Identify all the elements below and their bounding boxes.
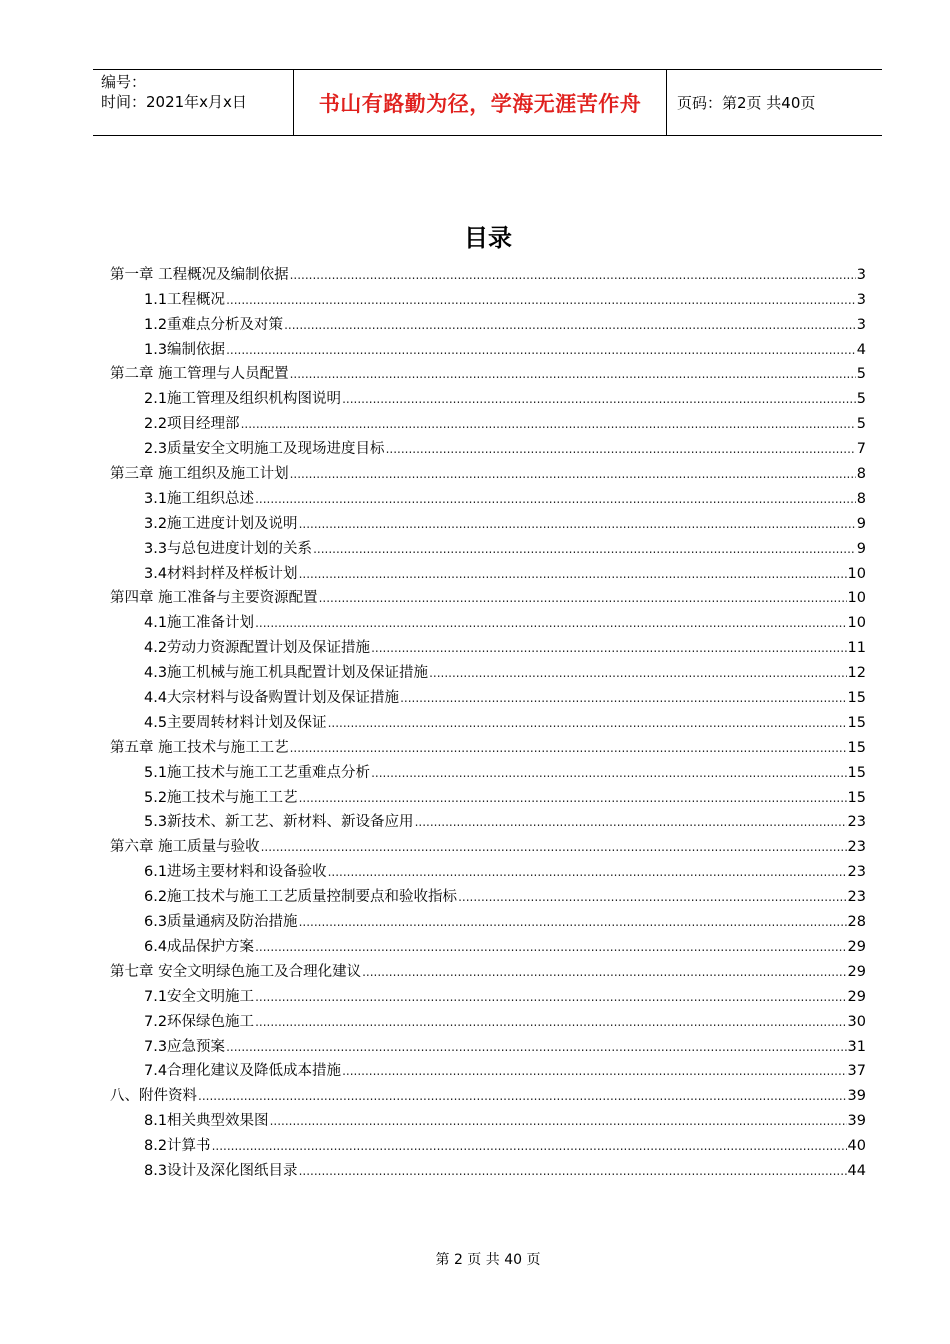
toc-entry-page: 44	[847, 1162, 866, 1179]
toc-entry[interactable]	[110, 757, 866, 782]
toc-entry-label: 7.2环保绿色施工	[144, 1013, 255, 1030]
toc-entry-label: 2.1施工管理及组织机构图说明	[144, 391, 342, 408]
motto-text: 书山有路勤为径，学海无涯苦作舟	[318, 91, 642, 116]
toc-entry-label: 8.2计算书	[144, 1138, 211, 1155]
toc-leader-dots	[198, 1087, 847, 1105]
toc-entry[interactable]	[110, 956, 866, 981]
toc-leader-dots	[371, 764, 846, 782]
toc-entry-page: 15	[847, 690, 866, 707]
toc-entry[interactable]	[110, 1080, 866, 1105]
toc-leader-dots	[226, 291, 856, 309]
toc-entry-label: 3.2施工进度计划及说明	[144, 515, 298, 532]
toc-entry[interactable]	[110, 931, 866, 956]
toc-entry-label: 第五章 施工技术与施工工艺	[110, 739, 289, 756]
toc-entry[interactable]	[110, 508, 866, 533]
toc-leader-dots	[255, 490, 856, 508]
toc-leader-dots	[261, 838, 847, 856]
toc-entry-label: 6.3质量通病及防治措施	[144, 914, 298, 931]
toc-entry-page: 23	[847, 839, 866, 856]
toc-entry[interactable]	[110, 607, 866, 632]
toc-entry-label: 第三章 施工组织及施工计划	[110, 466, 289, 483]
toc-entry-label: 3.3与总包进度计划的关系	[144, 540, 313, 557]
page-info-text: 页码：第2页 共40页	[677, 94, 816, 112]
toc-entry-label: 第二章 施工管理与人员配置	[110, 366, 289, 383]
toc-leader-dots	[226, 341, 856, 359]
toc-entry[interactable]	[110, 682, 866, 707]
toc-entry[interactable]	[110, 284, 866, 309]
toc-entry-page: 23	[847, 889, 866, 906]
toc-entry-label: 4.4大宗材料与设备购置计划及保证措施	[144, 690, 400, 707]
toc-leader-dots	[284, 316, 856, 334]
toc-entry-label: 5.1施工技术与施工工艺重难点分析	[144, 764, 371, 781]
toc-leader-dots	[319, 589, 847, 607]
toc-entry[interactable]	[110, 359, 866, 384]
toc-entry[interactable]	[110, 458, 866, 483]
toc-entry-label: 7.1安全文明施工	[144, 988, 255, 1005]
toc-entry-page: 30	[847, 1013, 866, 1030]
toc-entry-page: 29	[847, 988, 866, 1005]
toc-entry-page: 10	[847, 615, 866, 632]
toc-entry[interactable]	[110, 383, 866, 408]
toc-entry[interactable]	[110, 583, 866, 608]
toc-entry-page: 29	[847, 963, 866, 980]
toc-entry-label: 5.2施工技术与施工工艺	[144, 789, 298, 806]
toc-entry[interactable]	[110, 881, 866, 906]
toc-entry[interactable]	[110, 632, 866, 657]
toc-entry[interactable]	[110, 483, 866, 508]
toc-entry-label: 2.3质量安全文明施工及现场进度目标	[144, 441, 385, 458]
toc-entry-label: 2.2项目经理部	[144, 416, 240, 433]
toc-entry-page: 15	[847, 764, 866, 781]
toc-entry-label: 4.1施工准备计划	[144, 615, 255, 632]
toc-leader-dots	[415, 813, 847, 831]
toc-entry-page: 9	[856, 515, 866, 532]
toc-entry-page: 7	[856, 441, 866, 458]
toc-leader-dots	[290, 465, 856, 483]
toc-entry[interactable]	[110, 831, 866, 856]
toc-leader-dots	[342, 390, 856, 408]
toc-entry-label: 6.4成品保护方案	[144, 938, 255, 955]
header-page-info	[667, 70, 882, 135]
toc-entry-page: 28	[847, 914, 866, 931]
toc-entry-page: 23	[847, 814, 866, 831]
toc-entry-page: 12	[847, 665, 866, 682]
toc-entry-label: 4.3施工机械与施工机具配置计划及保证措施	[144, 665, 429, 682]
toc-entry[interactable]	[110, 1130, 866, 1155]
toc-entry-label: 3.4材料封样及样板计划	[144, 565, 298, 582]
toc-entry[interactable]	[110, 309, 866, 334]
toc-entry-label: 7.4合理化建议及降低成本措施	[144, 1063, 342, 1080]
toc-entry-page: 5	[856, 416, 866, 433]
toc-entry-page: 5	[856, 366, 866, 383]
toc-entry-label: 4.5主要周转材料计划及保证	[144, 714, 327, 731]
toc-leader-dots	[299, 515, 856, 533]
toc-entry-label: 8.3设计及深化图纸目录	[144, 1162, 298, 1179]
header-motto	[293, 70, 667, 135]
toc-entry-label: 3.1施工组织总述	[144, 490, 255, 507]
toc-entry-page: 3	[856, 266, 866, 283]
toc-leader-dots	[290, 739, 847, 757]
toc-entry-page: 31	[847, 1038, 866, 1055]
toc-entry-page: 4	[856, 341, 866, 358]
toc-entry-label: 7.3应急预案	[144, 1038, 226, 1055]
toc-entry-label: 5.3新技术、新工艺、新材料、新设备应用	[144, 814, 414, 831]
toc-leader-dots	[429, 664, 846, 682]
toc-entry[interactable]	[110, 1006, 866, 1031]
toc-leader-dots	[328, 714, 847, 732]
toc-entry-label: 6.2施工技术与施工工艺质量控制要点和验收指标	[144, 889, 458, 906]
toc-entry-label: 1.3编制依据	[144, 341, 226, 358]
toc-leader-dots	[226, 1038, 846, 1056]
header-meta	[93, 70, 293, 135]
toc-leader-dots	[255, 1013, 846, 1031]
toc-entry[interactable]	[110, 782, 866, 807]
toc-entry-page: 8	[856, 466, 866, 483]
toc-leader-dots	[299, 565, 847, 583]
toc-leader-dots	[270, 1112, 847, 1130]
toc-leader-dots	[241, 415, 856, 433]
toc-leader-dots	[458, 888, 846, 906]
toc-entry-page: 40	[847, 1138, 866, 1155]
toc-entry-page: 5	[856, 391, 866, 408]
toc-entry-page: 39	[847, 1088, 866, 1105]
toc-entry-page: 11	[847, 640, 866, 657]
toc-entry-page: 15	[847, 714, 866, 731]
toc-leader-dots	[342, 1062, 846, 1080]
document-header	[93, 69, 882, 136]
number-label: 编号：	[101, 73, 147, 91]
toc-entry-page: 15	[847, 789, 866, 806]
toc-entry-page: 29	[847, 938, 866, 955]
toc-entry[interactable]	[110, 856, 866, 881]
toc-entry-label: 1.2重难点分析及对策	[144, 316, 284, 333]
toc-entry-page: 3	[856, 316, 866, 333]
toc-leader-dots	[299, 789, 847, 807]
toc-entry-label: 8.1相关典型效果图	[144, 1113, 269, 1130]
toc-leader-dots	[386, 440, 856, 458]
toc-entry-label: 第一章 工程概况及编制依据	[110, 266, 289, 283]
toc-entry[interactable]	[110, 1155, 866, 1180]
toc-entry[interactable]	[110, 1105, 866, 1130]
page-footer: 第 2 页 共 40 页	[435, 1252, 541, 1268]
toc-entry-label: 1.1工程概况	[144, 291, 226, 308]
toc-leader-dots	[290, 365, 856, 383]
toc-leader-dots	[212, 1137, 847, 1155]
toc-leader-dots	[255, 988, 846, 1006]
toc-entry[interactable]	[110, 1031, 866, 1056]
toc-entry-page: 10	[847, 590, 866, 607]
toc-entry-page: 3	[856, 291, 866, 308]
toc-leader-dots	[255, 938, 846, 956]
toc-entry[interactable]	[110, 433, 866, 458]
toc-leader-dots	[371, 639, 846, 657]
toc-entry-label: 第四章 施工准备与主要资源配置	[110, 590, 318, 607]
toc-entry[interactable]	[110, 707, 866, 732]
toc-leader-dots	[400, 689, 846, 707]
toc-entry[interactable]	[110, 558, 866, 583]
toc-entry-label: 第七章 安全文明绿色施工及合理化建议	[110, 963, 362, 980]
toc-entry[interactable]	[110, 906, 866, 931]
toc-entry[interactable]	[110, 533, 866, 558]
toc-list	[110, 259, 866, 1180]
toc-leader-dots	[362, 963, 846, 981]
toc-title: 目录	[464, 224, 512, 252]
toc-entry-page: 10	[847, 565, 866, 582]
toc-entry[interactable]	[110, 1056, 866, 1081]
toc-entry[interactable]	[110, 408, 866, 433]
toc-entry[interactable]	[110, 732, 866, 757]
toc-entry[interactable]	[110, 981, 866, 1006]
toc-entry-page: 8	[856, 490, 866, 507]
toc-leader-dots	[255, 614, 846, 632]
toc-entry[interactable]	[110, 657, 866, 682]
toc-entry[interactable]	[110, 334, 866, 359]
toc-entry-page: 15	[847, 739, 866, 756]
toc-leader-dots	[299, 913, 847, 931]
toc-entry-label: 6.1进场主要材料和设备验收	[144, 864, 327, 881]
toc-leader-dots	[290, 266, 856, 284]
toc-entry-page: 9	[856, 540, 866, 557]
toc-leader-dots	[328, 863, 847, 881]
time-label: 时间：2021年x月x日	[101, 93, 247, 111]
toc-entry-label: 4.2劳动力资源配置计划及保证措施	[144, 640, 371, 657]
toc-entry[interactable]	[110, 807, 866, 832]
toc-entry-page: 37	[847, 1063, 866, 1080]
toc-entry-label: 第六章 施工质量与验收	[110, 839, 260, 856]
toc-entry-page: 39	[847, 1113, 866, 1130]
toc-entry-page: 23	[847, 864, 866, 881]
toc-leader-dots	[299, 1162, 847, 1180]
toc-entry-label: 八、附件资料	[110, 1088, 197, 1105]
toc-entry[interactable]	[110, 259, 866, 284]
toc-leader-dots	[313, 540, 856, 558]
